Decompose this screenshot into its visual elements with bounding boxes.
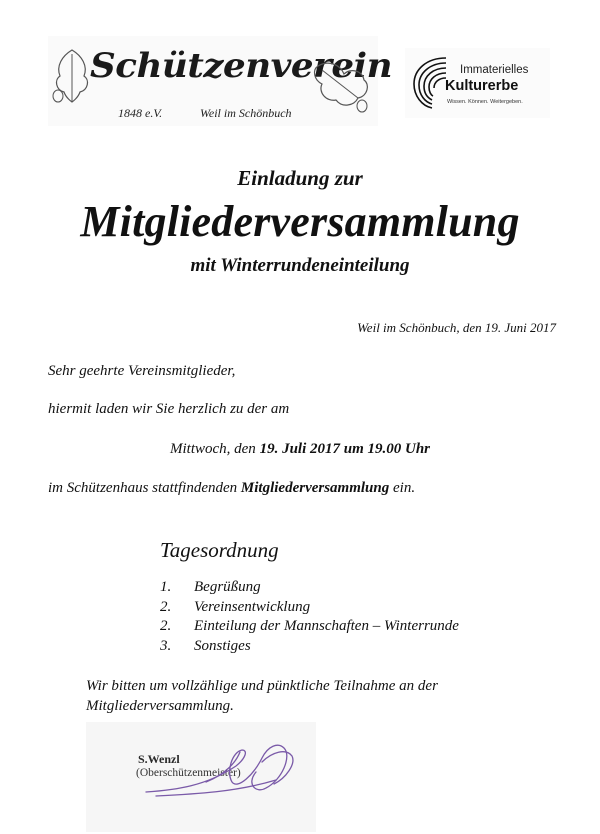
title-intro: Einladung zur	[237, 166, 363, 190]
meeting-date	[0, 441, 600, 458]
oak-leaf-icon	[48, 46, 96, 106]
title-subtitle: mit Winterrundeneinteilung	[190, 255, 410, 276]
salutation: Sehr geehrte Vereinsmitglieder,	[48, 363, 236, 379]
heritage-line-1: Immaterielles	[460, 64, 529, 76]
closing-text	[86, 676, 506, 716]
meeting-datetime: 19. Juli 2017 um 19.00 Uhr	[259, 441, 431, 457]
date-line: Weil im Schönbuch, den 19. Juni 2017	[357, 320, 556, 335]
club-place: Weil im Schönbuch	[200, 106, 292, 120]
heritage-logo	[405, 48, 550, 118]
agenda-item-number: 2.	[160, 598, 172, 615]
page-title: Mitgliederversammlung	[80, 197, 520, 246]
agenda-item-number: 2.	[160, 618, 172, 634]
heritage-swirl-icon	[410, 54, 450, 112]
club-founding-year: 1848 e.V.	[118, 106, 163, 120]
agenda-item-text: Sonstiges	[194, 637, 251, 654]
club-logo	[48, 36, 393, 126]
heritage-tagline: Wissen. Können. Weitergeben.	[447, 99, 523, 105]
club-name: Schützenverein	[90, 46, 393, 86]
agenda-item-text: Begrüßung	[194, 579, 261, 595]
meeting-weekday: Mittwoch, den	[169, 441, 260, 457]
heritage-line-2: Kulturerbe	[445, 78, 519, 94]
closing-line-1: Wir bitten um vollzählige und pünktliche Teilnahme an der	[86, 678, 438, 694]
venue-prefix: im Schützenhaus stattfindenden	[48, 480, 241, 496]
agenda-item-number: 1.	[160, 579, 172, 595]
agenda-item-number: 3.	[160, 637, 172, 654]
signature-block	[86, 722, 316, 832]
signer-role: (Oberschützenmeister)	[136, 767, 241, 779]
closing-line-2: Mitgliederversammlung.	[86, 698, 234, 714]
venue-line	[48, 480, 415, 497]
agenda-item-text: Vereinsentwicklung	[194, 598, 311, 615]
handwritten-signature	[86, 722, 316, 832]
venue-suffix: ein.	[389, 480, 416, 496]
oak-branch-icon	[310, 56, 374, 116]
agenda-heading: Tagesordnung	[160, 538, 279, 562]
invite-line: hiermit laden wir Sie herzlich zu der am	[48, 401, 290, 417]
signer-name: S.Wenzl	[138, 752, 180, 766]
agenda-item-text: Einteilung der Mannschaften – Winterrunde	[194, 618, 459, 634]
venue-event: Mitgliederversammlung	[240, 480, 390, 496]
